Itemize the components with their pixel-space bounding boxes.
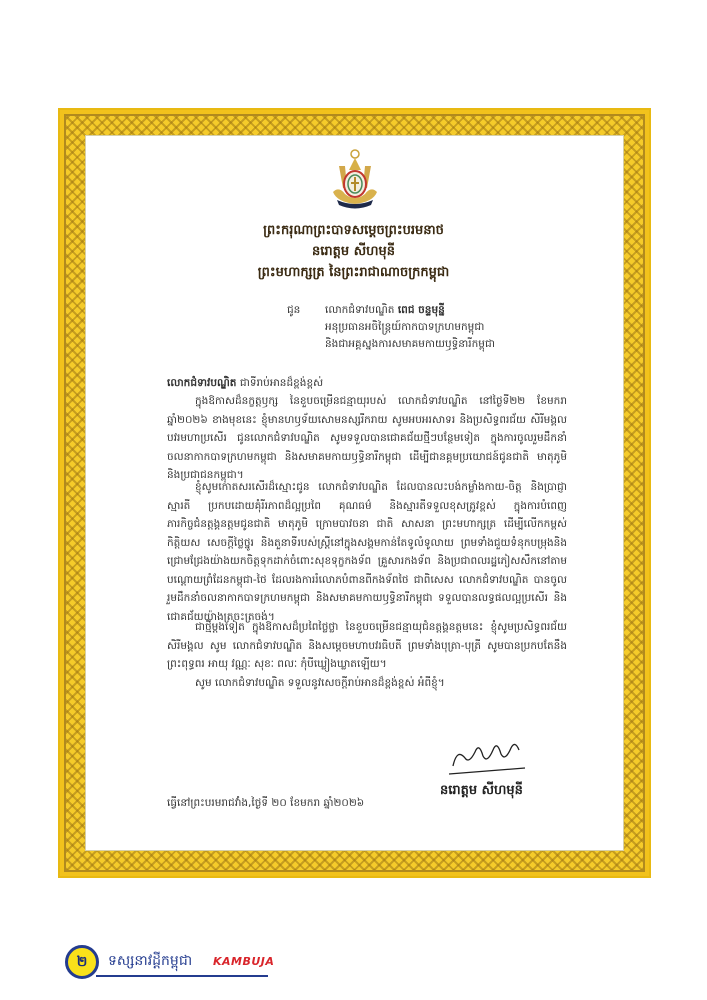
publication-brand: KAMBUJA (213, 955, 275, 968)
salutation (167, 374, 567, 393)
salutation-rest: ជាទីរាប់អានដ៏ខ្ពង់ខ្ពស់ (236, 377, 324, 389)
signer-name: នរោត្តម សីហមុនី (440, 783, 523, 798)
paragraph-1: ក្នុងឱកាសដ៏នក្ខត្តឫក្ស នៃខួបចម្រើនជន្មាយុរបស់ លោកជំទាវបណ្ឌិត នៅថ្ងៃទី២២ ខែមករា ឆ្នាំ២០២៦ ខាងមុខនេះ ខ្ញុំមានហឫទ័យសោមនស្សរីករាយ សូមអបអរសាទរ និងប្រសិទ្ធពរជ័យ សិរីមង្គល បវរមហាប្រសើរ ជូនលោកជំទាវបណ្ឌិត សូមទទួលបានជោគជ័យថ្មីៗបន្ថែមទៀត ក្នុងការចូលរួមដឹកនាំចលនាកាកបាទក្រហមកម្ពុជា និងសមាគមកាយឫទ្ធិនារីកម្ពុជា ដើម្បីជានគ្គមប្រយោជន៍ជូនជាតិ មាតុភូមិ និងប្រជាជនកម្ពុជា។ (167, 395, 567, 481)
paragraph-2: ខ្ញុំសូមកោតសរសើរដ៏ស្មោះជូន លោកជំទាវបណ្ឌិត ដែលបានលះបង់កម្លាំងកាយ-ចិត្ត និងប្រាជ្ញាស្មារតី ប្រកបដោយគុំរីរភាពដ៏ល្អប្រពៃ គុណធម៌ និងស្មារតីទទួលខុសត្រូវខ្ពស់ ក្នុងការបំពេញភារកិច្ចជំនត្តង្គនត្តមជូនជាតិ មាតុភូមិ ក្រោមបាវចនា ជាតិ សាសនា ព្រះមហាក្សត្រ ដើម្បីលើកកម្ពស់កិត្តិយស សេចក្តីថ្លៃថ្នូរ និងតួនាទីរបស់ស្ត្រីនៅក្នុងសង្គមកាន់តែទូលំទូលាយ ព្រមទាំងជួយទំនុកបម្រុងនិងជ្រោមជ្រែងយ៉ាងយកចិត្តទុកដាក់ចំពោះសុខទុក្ខកងទ័ព គ្រួសារកងទ័ព និងប្រជាពលរដ្ឋភៀសសឹកនៅតាមបណ្តោយព្រំដែនកម្ពុជា-ថៃ ដែលរងការរំលោភបំពានពីកងទ័ពថៃ ជាពិសេស លោកជំទាវបណ្ឌិត បានចូលរួមដឹកនាំចលនាកាកបាទក្រហមកម្ពុជា និងសមាគមកាយឫទ្ធិនារីកម្ពុជា ទទួលបានលទ្ធផលល្អប្រសើរ និងជោគជ័យយ៉ាងត្រចះត្រចង់។ (167, 481, 567, 623)
dateline: ធ្វើនៅព្រះបរមរាជវាំង,ថ្ងៃទី ២០ ខែមករា ឆ្នាំ២០២៦ (167, 797, 365, 809)
royal-arms-emblem-icon (325, 148, 385, 212)
paragraph-4: សូម លោកជំទាវបណ្ឌិត ទទួលនូវសេចក្តីរាប់អានដ៏ខ្ពង់ខ្ពស់ អំពីខ្ញុំ។ (195, 677, 445, 689)
addressee-name-line (325, 302, 495, 319)
heading-line-3: ព្រះមហាក្សត្រ នៃព្រះរាជាណាចក្រកម្ពុជា (257, 265, 450, 280)
page-number: ២ (76, 953, 88, 970)
addressee-name-prefix: លោកជំទាវបណ្ឌិត (325, 304, 395, 316)
page-number-badge (65, 945, 99, 979)
paragraph-3: ជាថ្មីម្តងទៀត ក្នុងឱកាសដ៏ប្រពៃថ្លៃថ្លា នៃខួបចម្រើនជន្មាយុជំនត្តង្គនត្តមនេះ ខ្ញុំសូមប្រសិទ្ធពរជ័យ សិរីមង្គល សូម លោកជំទាវបណ្ឌិត និងសម្តេចមហាបវរធិបតី ព្រមទាំងបុត្រា-បុត្រី សូមបានប្រកបតែនឹងព្រះពុទ្ធពរ អាយុ វណ្ណៈ សុខៈ ពលៈ កុំបីឃ្លៀងឃ្លាតឡើយ។ (167, 621, 567, 670)
addressee-title-2: និងជាអគ្គស្នងការសមាគមកាយឫទ្ធិនារីកម្ពុជា (325, 338, 495, 350)
publication-title: ទស្សនាវដ្តីកម្ពុជា (108, 953, 193, 969)
footer-divider (96, 975, 268, 977)
addressee-label: ជូន (287, 304, 301, 316)
addressee-block (325, 302, 495, 353)
handwritten-signature-icon (445, 728, 535, 778)
heading-line-1: ព្រះករុណាព្រះបាទសម្តេចព្រះបរមនាថ (263, 223, 444, 238)
addressee-name: ពេជ ចន្ទមុន្នី (397, 304, 445, 316)
salutation-bold: លោកជំទាវបណ្ឌិត (167, 377, 237, 389)
addressee-title-1: អនុប្រធានអចិន្ត្រៃយ៍កាកបាទក្រហមកម្ពុជា (325, 321, 485, 333)
heading-line-2: នរោត្តម សីហមុនី (312, 244, 395, 259)
